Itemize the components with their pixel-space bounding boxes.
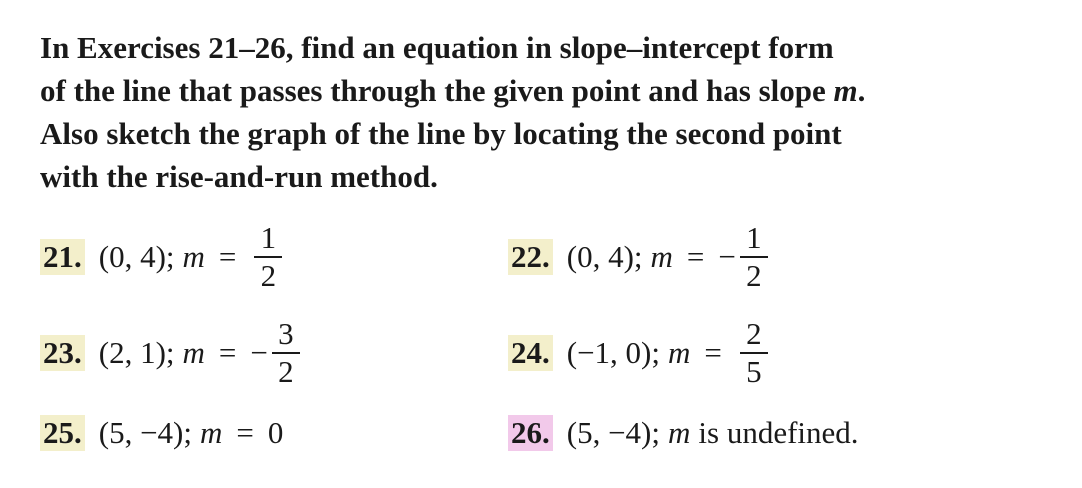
instructions-line-2 (40, 69, 1040, 112)
slope-var: m (200, 415, 223, 450)
slope-fraction (740, 220, 768, 293)
instructions (40, 26, 1040, 198)
exercise-number: 22. (508, 239, 553, 275)
point: (−1, 0); (566, 335, 660, 370)
denominator: 5 (746, 354, 762, 389)
instructions-line-3: Also sketch the graph of the line by locating the second point (40, 116, 842, 151)
slope-var: m (668, 335, 691, 370)
numerator: 3 (278, 316, 294, 351)
exercise-number: 23. (40, 335, 85, 371)
slope-var: m (650, 239, 673, 274)
equals-sign: = (686, 239, 705, 274)
denominator: 2 (746, 258, 762, 293)
sign: − (250, 335, 268, 370)
equals-sign: = (236, 415, 254, 450)
denominator: 2 (260, 258, 277, 293)
slope-var: m (668, 415, 691, 450)
point: (5, −4); (566, 415, 660, 450)
equals-sign: = (704, 335, 722, 370)
numerator: 2 (746, 316, 762, 351)
exercise-expression (567, 415, 859, 451)
exercise-24 (508, 308, 768, 398)
equals-sign: = (218, 335, 237, 370)
slope-fraction (254, 220, 282, 293)
exercise-number: 26. (508, 415, 553, 451)
exercise-25 (40, 388, 283, 478)
slope-value: 0 (267, 415, 284, 450)
undefined-text: is undefined. (698, 415, 859, 450)
exercise-expression (98, 316, 300, 389)
exercise-number: 25. (40, 415, 85, 451)
denominator: 2 (278, 354, 294, 389)
instructions-line-2-text: of the line that passes through the given point and has slope (40, 73, 834, 108)
equals-sign: = (218, 239, 237, 274)
exercise-expression (98, 220, 283, 293)
instructions-line-1: In Exercises 21–26, find an equation in slope–intercept form (40, 30, 834, 65)
exercise-22 (508, 212, 768, 302)
slope-fraction (272, 316, 300, 389)
point: (2, 1); (98, 335, 175, 370)
exercise-expression (566, 316, 768, 389)
instructions-line-4: with the rise-and-run method. (40, 159, 438, 194)
exercise-number: 21. (40, 239, 85, 275)
exercise-21 (40, 212, 282, 302)
exercise-expression (566, 220, 768, 293)
numerator: 1 (746, 220, 762, 255)
point: (0, 4); (566, 239, 643, 274)
slope-fraction (740, 316, 768, 389)
instructions-line-2-end: . (857, 73, 866, 108)
exercise-26 (508, 388, 859, 478)
slope-var: m (182, 239, 205, 274)
slope-var: m (182, 335, 205, 370)
sign: − (718, 239, 736, 274)
exercise-number: 24. (508, 335, 553, 371)
numerator: 1 (260, 220, 277, 255)
exercise-expression (99, 415, 284, 451)
slope-variable: m (833, 73, 858, 108)
exercise-23 (40, 308, 300, 398)
point: (0, 4); (98, 239, 175, 274)
point: (5, −4); (98, 415, 192, 450)
